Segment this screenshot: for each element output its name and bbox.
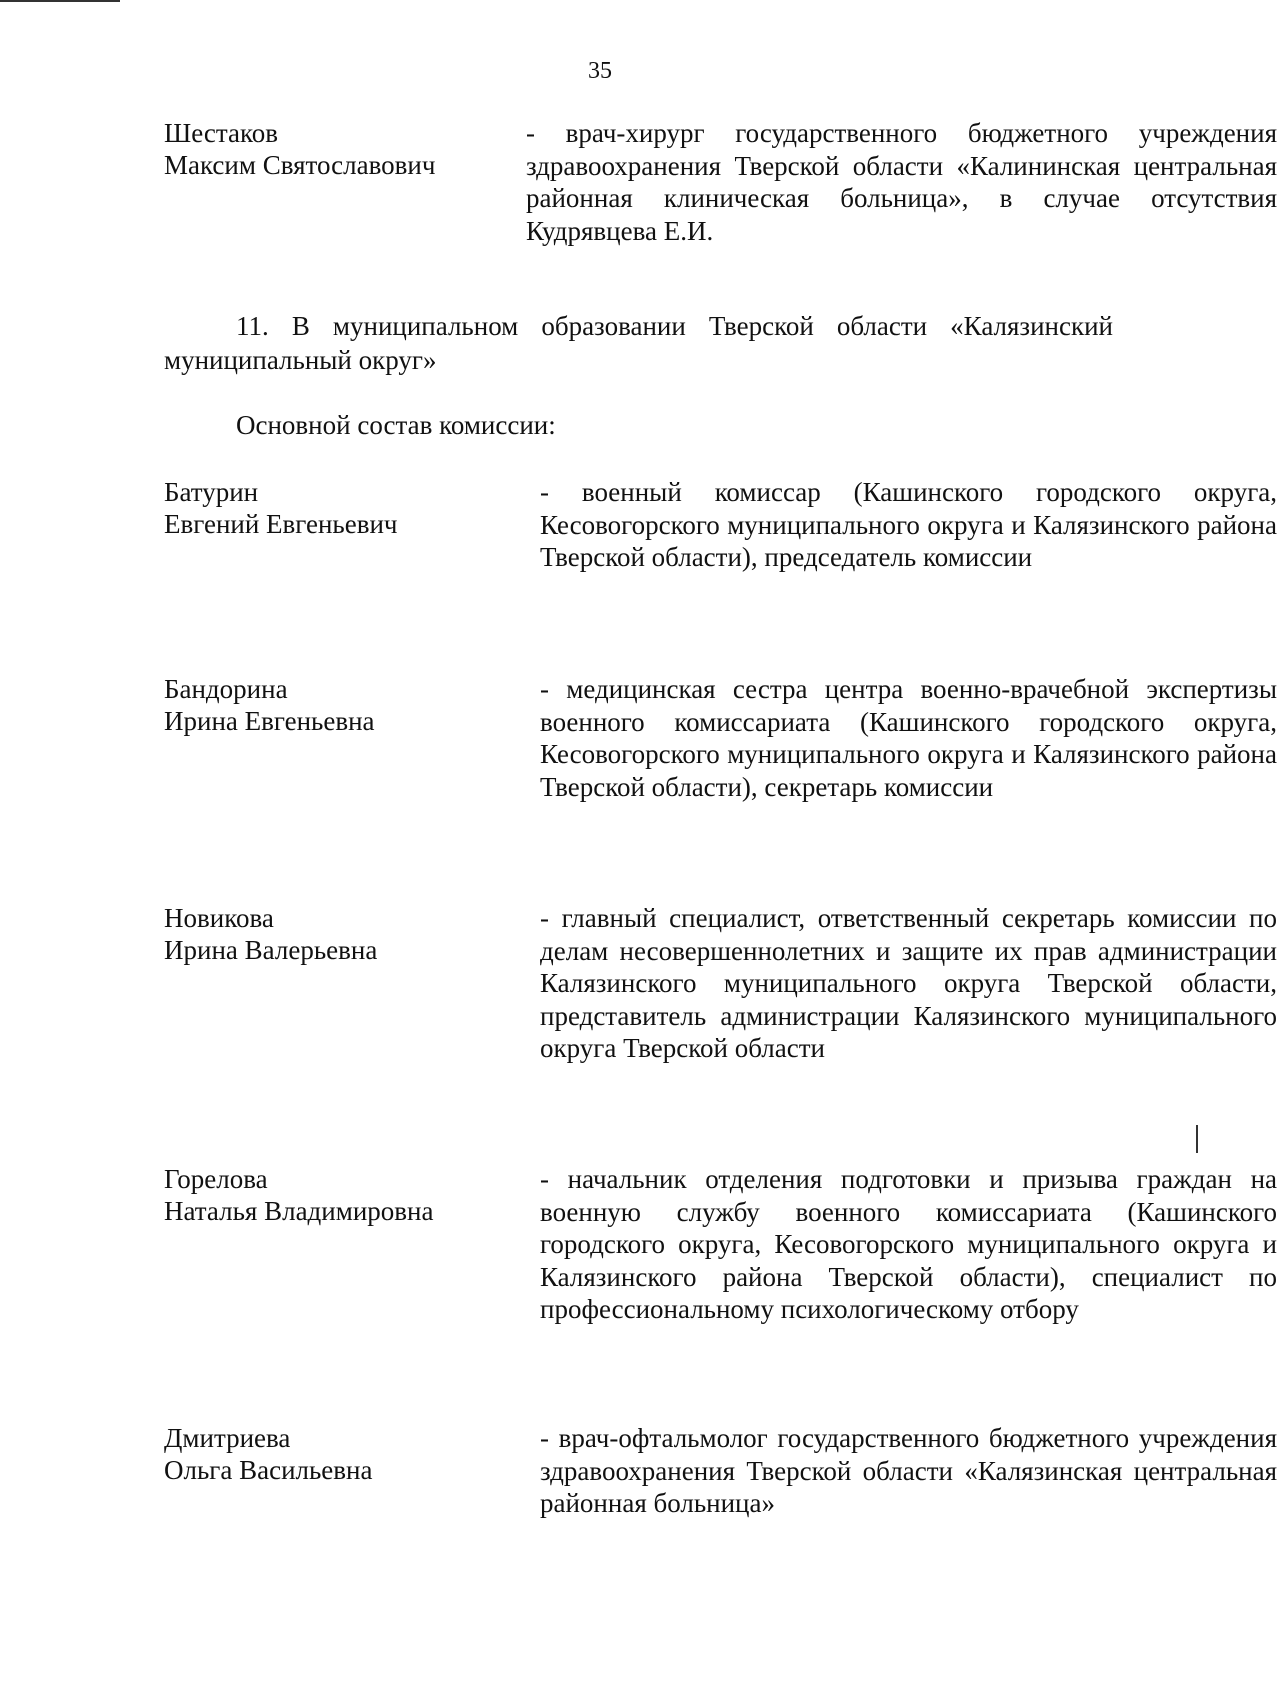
member-name — [164, 117, 524, 181]
composition-label: Основной состав комиссии: — [236, 410, 556, 440]
member-name — [164, 673, 524, 737]
section-heading: 11. В муниципальном образовании Тверской области «Калязинский муниципальный округ» — [164, 311, 1113, 375]
member-given-names: Евгений Евгеньевич — [164, 509, 398, 539]
member-name — [164, 1163, 524, 1227]
member-surname: Новикова — [164, 903, 274, 933]
member-given-names: Ирина Евгеньевна — [164, 706, 375, 736]
member-role: - главный специалист, ответственный секретарь комиссии по делам несовершеннолетних и защите их прав администрации Калязинского муниципального округа Тверской области, представитель администрации Калязинского муниципального округа Тверской области — [540, 903, 1277, 1064]
member-given-names: Ольга Васильевна — [164, 1455, 373, 1485]
member-role: - начальник отделения подготовки и призыва граждан на военную службу военного комиссариата (Кашинского городского округа, Кесовогорского муниципального округа и Калязинского района Тверской области), специалист по профессиональному психологическому отбору — [540, 1164, 1277, 1325]
scan-edge-mark-right — [1196, 1125, 1198, 1153]
member-surname: Бандорина — [164, 674, 288, 704]
member-name — [164, 476, 524, 540]
member-given-names: Наталья Владимировна — [164, 1196, 434, 1226]
member-given-names: Максим Святославович — [164, 150, 436, 180]
member-role: - военный комиссар (Кашинского городского округа, Кесовогорского муниципального округа и Калязинского района Тверской области), председатель комиссии — [540, 477, 1277, 573]
member-role: - врач-офтальмолог государственного бюджетного учреждения здравоохранения Тверской области «Калязинская центральная районная больница» — [540, 1423, 1277, 1519]
scan-edge-mark-top — [0, 0, 120, 2]
member-given-names: Ирина Валерьевна — [164, 935, 378, 965]
member-role: - врач-хирург государственного бюджетного учреждения здравоохранения Тверской области «Калининская центральная районная клиническая больница», в случае отсутствия Кудрявцева Е.И. — [526, 118, 1277, 246]
member-role: - медицинская сестра центра военно-врачебной экспертизы военного комиссариата (Кашинского городского округа, Кесовогорского муниципального округа и Калязинского района Тверской области), секретарь комиссии — [540, 674, 1277, 802]
member-name — [164, 902, 524, 966]
member-surname: Дмитриева — [164, 1423, 291, 1453]
member-surname: Шестаков — [164, 118, 278, 148]
member-surname: Батурин — [164, 477, 259, 507]
member-surname: Горелова — [164, 1164, 268, 1194]
member-name — [164, 1422, 524, 1486]
page-number: 35 — [588, 58, 612, 84]
